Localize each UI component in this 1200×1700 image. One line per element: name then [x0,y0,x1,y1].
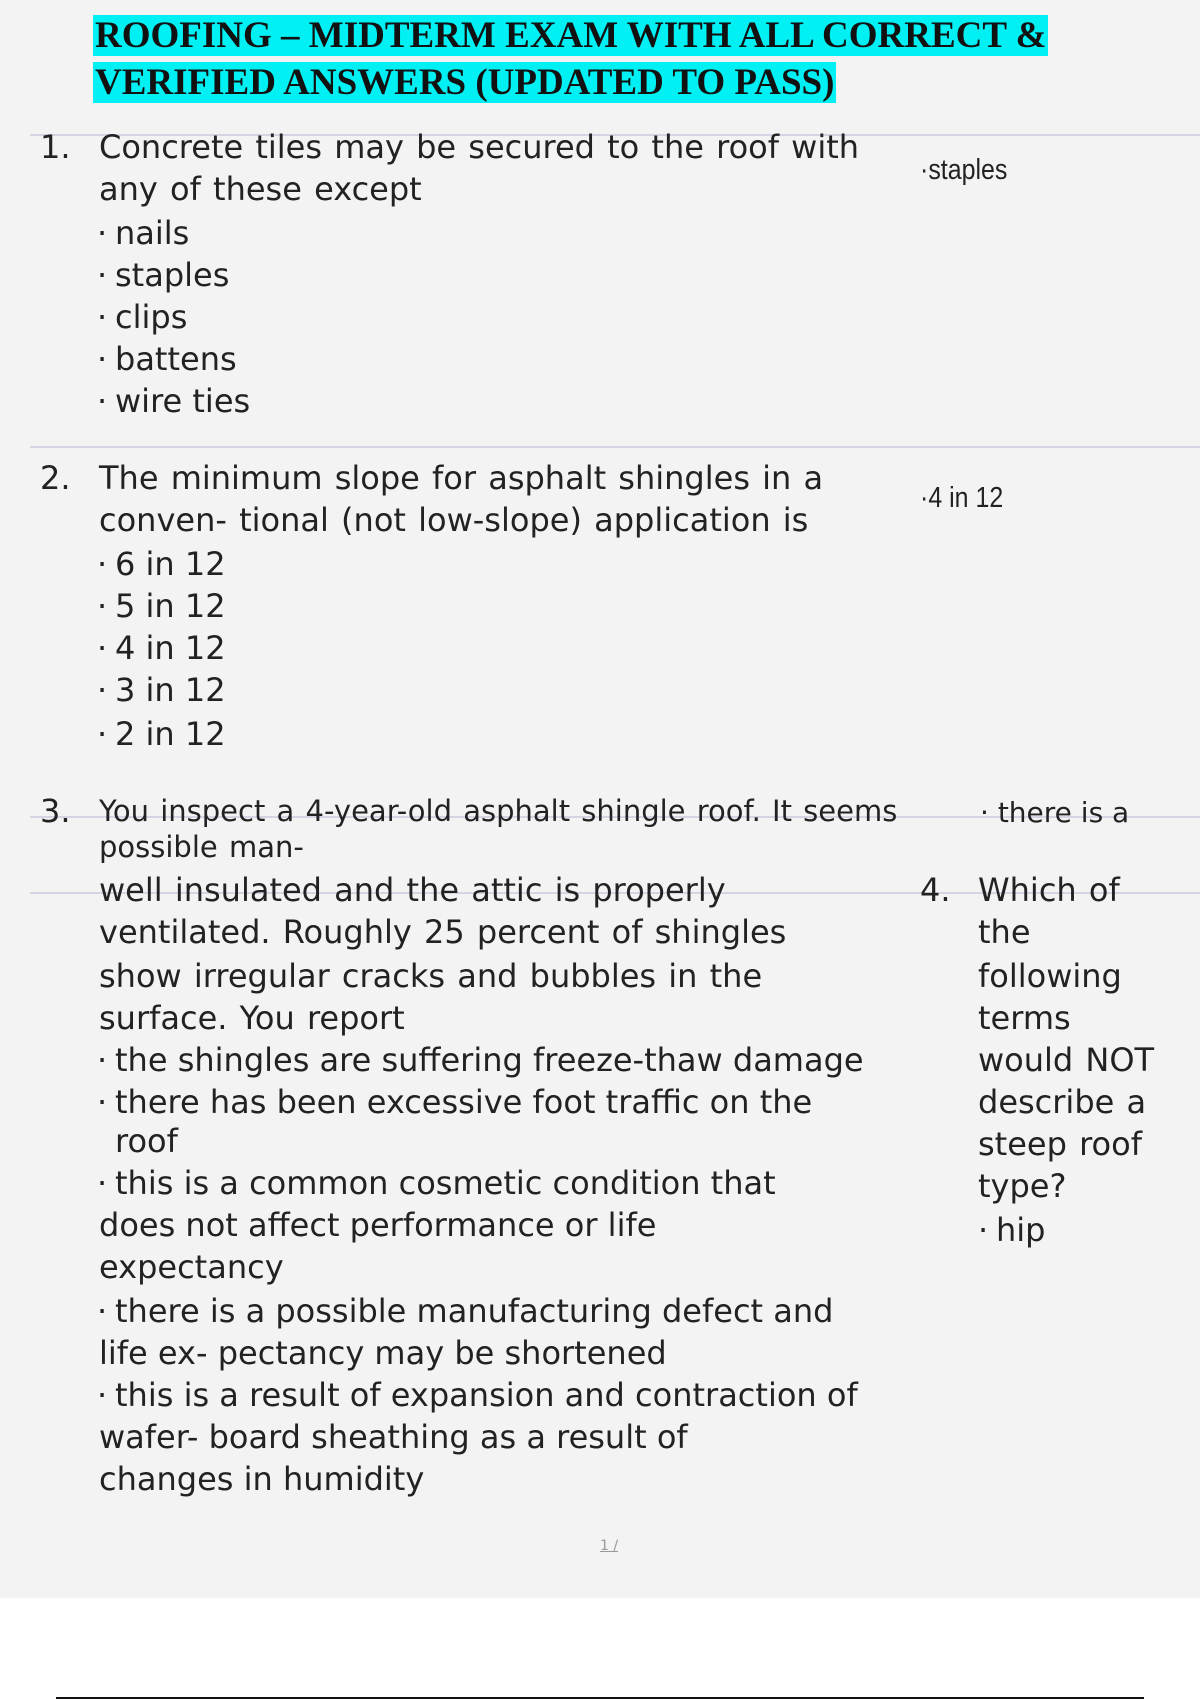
question-4-answer: · hip [978,1211,1046,1249]
question-3-option: · the shingles are suffering freeze-thaw damage [97,1041,864,1079]
question-1-number: 1. [40,128,71,166]
question-3-text-line: You inspect a 4-year-old asphalt shingle roof. It seems [99,794,898,828]
question-3-option-continued: changes in humidity [99,1460,425,1498]
question-4-text-line: Which of [978,871,1120,909]
question-1-option: · staples [97,256,230,294]
question-3-option-continued: does not affect performance or life [99,1206,657,1244]
question-4-text-line: following [978,957,1122,995]
question-1-option: · battens [97,340,237,378]
question-3-option-continued: expectancy [99,1248,284,1286]
question-4-text-line: describe a [978,1083,1147,1121]
question-2-answer: ·4 in 12 [920,482,1004,514]
question-1-option: · nails [97,214,190,252]
question-4-text-line: terms [978,999,1071,1037]
question-1-text-line: any of these except [99,170,422,208]
question-4-text-line: type? [978,1167,1067,1205]
question-3-number: 3. [40,792,71,830]
document-title [93,12,1048,106]
question-2-number: 2. [40,459,71,497]
question-2-text-line: conven- tional (not low-slope) application is [99,501,809,539]
question-3-option: · this is a common cosmetic condition that [97,1164,776,1202]
question-2-option: · 2 in 12 [97,715,226,753]
question-3-option-continued: roof [115,1122,178,1160]
question-3-option-continued: wafer- board sheathing as a result of [99,1418,688,1456]
question-3-text-line: surface. You report [99,999,405,1037]
question-2-option: · 6 in 12 [97,545,226,583]
question-1-answer: ·staples [920,154,1008,186]
title-line-1: ROOFING – MIDTERM EXAM WITH ALL CORRECT & [95,15,1047,56]
page-number: 1 / [600,1538,619,1554]
question-3-option-continued: life ex- pectancy may be shortened [99,1334,667,1372]
question-1-option: · clips [97,298,188,336]
question-3-text-line: show irregular cracks and bubbles in the [99,957,763,995]
question-divider [30,446,1200,448]
question-2-option: · 3 in 12 [97,671,226,709]
question-1-text-line: Concrete tiles may be secured to the roof with [99,128,860,166]
question-4-number: 4. [920,871,951,909]
question-3-answer: · there is a [980,796,1130,829]
question-4-text-line: would NOT [978,1041,1155,1079]
question-2-option: · 4 in 12 [97,629,226,667]
question-3-text-line: ventilated. Roughly 25 percent of shingles [99,913,787,951]
question-3-option: · there is a possible manufacturing defect and [97,1292,834,1330]
question-2-option: · 5 in 12 [97,587,226,625]
question-3-text-line: well insulated and the attic is properly [99,871,726,909]
question-4-text-line: steep roof [978,1125,1142,1163]
footer-rule [56,1697,1144,1699]
question-4-text-line: the [978,913,1031,951]
question-2-text-line: The minimum slope for asphalt shingles in a [99,459,824,497]
title-line-2: VERIFIED ANSWERS (UPDATED TO PASS) [95,62,835,103]
question-3-answer-continued: possible man- [99,830,304,864]
question-3-option: · this is a result of expansion and contraction of [97,1376,858,1414]
question-1-option: · wire ties [97,382,251,420]
question-3-option: · there has been excessive foot traffic on the [97,1083,813,1121]
